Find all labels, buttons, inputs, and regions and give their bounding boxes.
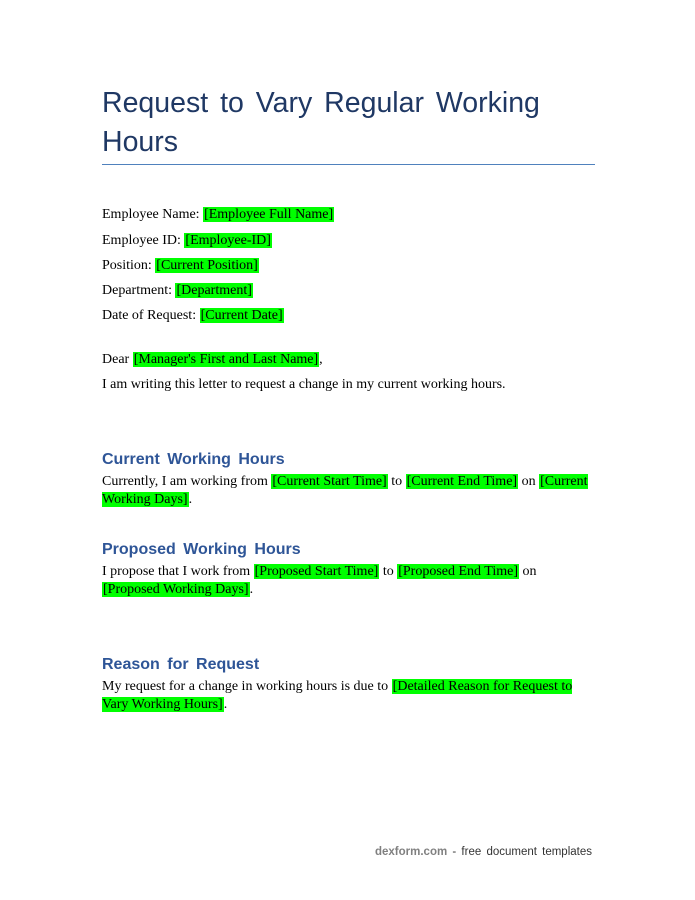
field-label: Date of Request: [102, 308, 197, 323]
field-label: Employee Name: [102, 207, 200, 222]
placeholder-proposed-end-time: [Proposed End Time] [398, 564, 519, 579]
field-label: Position: [102, 258, 152, 273]
placeholder-proposed-start-time: [Proposed Start Time] [254, 564, 379, 579]
placeholder-current-working-days: [Current Working Days] [102, 474, 588, 507]
text-run: to [382, 564, 394, 579]
placeholder-position: [Current Position] [156, 258, 258, 273]
field-date-of-request [102, 307, 284, 325]
text-run: Currently, I am working from [102, 474, 268, 489]
placeholder-current-date: [Current Date] [200, 308, 283, 323]
placeholder-proposed-working-days: [Proposed Working Days] [103, 582, 249, 597]
proposed-hours-paragraph [102, 563, 597, 599]
footer-brand-link[interactable]: dexform.com [374, 846, 448, 858]
field-label: Department: [102, 283, 172, 298]
text-run: . [188, 492, 193, 507]
text-run: . [249, 582, 254, 597]
footer [375, 846, 592, 858]
greeting-line [102, 351, 323, 369]
placeholder-current-end-time: [Current End Time] [406, 474, 518, 489]
heading-proposed-working-hours: Proposed Working Hours [102, 541, 301, 558]
placeholder-detailed-reason: [Detailed Reason for Request to Vary Working Hours] [102, 679, 573, 712]
text-run: . [223, 697, 228, 712]
field-employee-id [102, 232, 272, 250]
footer-text: - free document templates [452, 846, 592, 858]
text-run: to [391, 474, 403, 489]
placeholder-current-start-time: [Current Start Time] [272, 474, 387, 489]
document-title: Request to Vary Regular Working Hours [102, 87, 540, 158]
current-hours-paragraph [102, 473, 597, 509]
text-run: My request for a change in working hours is due to [102, 679, 389, 694]
text-run: I propose that I work from [102, 564, 251, 579]
greeting-prefix: Dear [102, 352, 130, 367]
field-employee-name [102, 206, 334, 224]
greeting-suffix: , [319, 352, 323, 367]
heading-current-working-hours: Current Working Hours [102, 451, 285, 468]
text-run: on [521, 474, 536, 489]
field-department [102, 282, 253, 300]
placeholder-employee-name: [Employee Full Name] [204, 207, 334, 222]
placeholder-manager-name: [Manager's First and Last Name] [133, 352, 319, 367]
intro-paragraph: I am writing this letter to request a change in my current working hours. [102, 377, 506, 392]
field-label: Employee ID: [102, 233, 181, 248]
text-run: on [522, 564, 537, 579]
field-position [102, 257, 259, 275]
placeholder-department: [Department] [176, 283, 252, 298]
reason-paragraph [102, 678, 597, 714]
heading-reason-for-request: Reason for Request [102, 656, 260, 673]
placeholder-employee-id: [Employee-ID] [185, 233, 271, 248]
title-divider [102, 164, 595, 165]
